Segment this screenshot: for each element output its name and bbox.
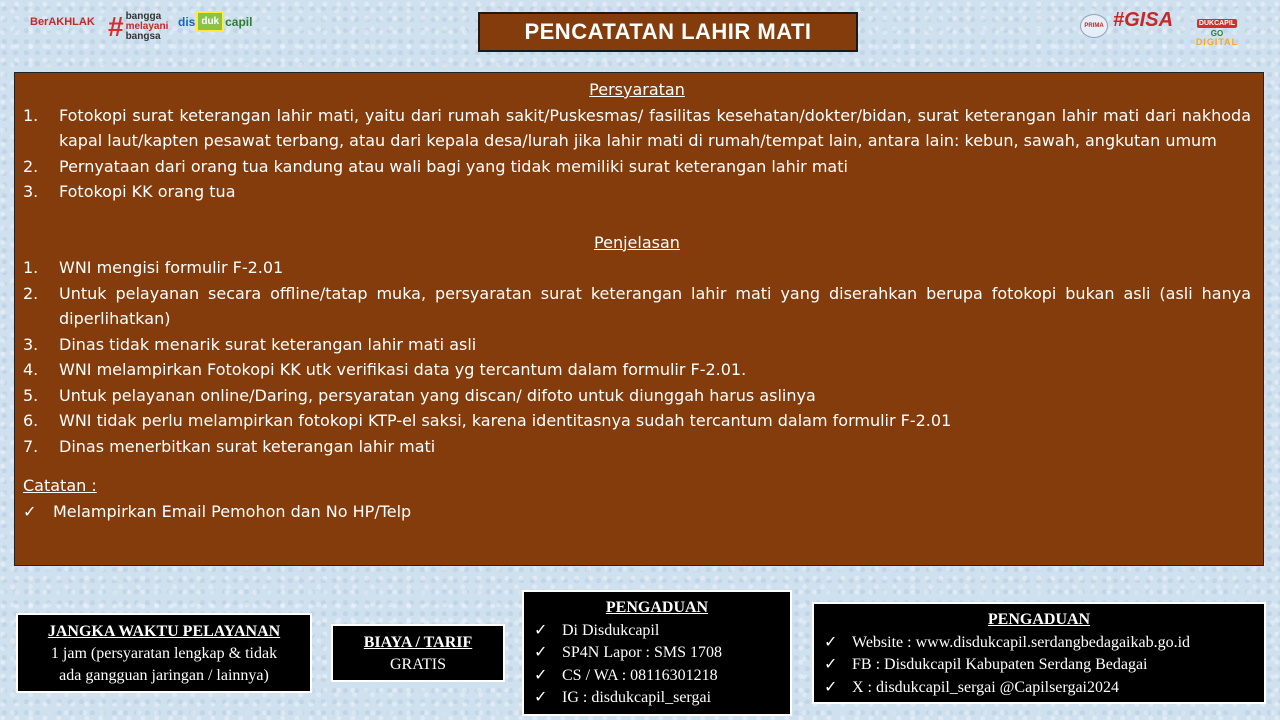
list-item: [23, 103, 1251, 154]
list-item-text: WNI tidak perlu melampirkan fotokopi KTP-el saksi, karena identitasnya sudah tercantum dalam formulir F-2.01: [59, 411, 952, 430]
hashtag-icon: #: [108, 11, 124, 42]
main-content-panel: [14, 72, 1264, 566]
jangka-waktu-box: [16, 613, 312, 693]
pengaduan-heading: PENGADUAN: [605, 599, 709, 616]
bangga-melayani-bangsa-logo: [108, 12, 168, 42]
pengaduan-box-1: [522, 590, 792, 716]
list-item-number: 1.: [23, 105, 39, 125]
check-icon: ✓: [534, 689, 548, 706]
list-item: [23, 383, 1251, 409]
list-item-number: 2.: [23, 156, 39, 176]
list-item-number: 1.: [23, 258, 39, 277]
list-item: [23, 154, 1251, 180]
godigital-logo-part-1: DUKCAPIL: [1198, 20, 1236, 27]
list-item-text: WNI mengisi formulir F-2.01: [59, 258, 284, 277]
list-item: [23, 281, 1251, 332]
pengaduan-item: [824, 677, 1254, 700]
disdukcapil-logo-part-3: capil: [225, 14, 253, 29]
bangga-logo-word-3: bangsa: [125, 31, 161, 42]
list-item-number: 3.: [23, 182, 39, 201]
biaya-tarif-heading: BIAYA / TARIF: [363, 634, 473, 651]
pengaduan-item-text: SP4N Lapor : SMS 1708: [562, 644, 723, 661]
berakhlak-logo-text: BerAKHLAK: [30, 16, 95, 28]
pengaduan-item: [534, 620, 780, 643]
list-item-number: 7.: [23, 436, 39, 456]
list-item-number: 2.: [23, 283, 39, 303]
check-icon: ✓: [23, 501, 37, 521]
list-item-text: Fotokopi KK orang tua: [59, 182, 236, 201]
list-item-number: 6.: [23, 411, 39, 430]
jangka-waktu-line-2: ada gangguan jaringan / lainnya): [59, 667, 269, 684]
jangka-waktu-heading: JANGKA WAKTU PELAYANAN: [47, 623, 281, 640]
godigital-logo-part-3: DIGITAL: [1195, 37, 1239, 47]
list-item-text: Dinas menerbitkan surat keterangan lahir mati: [59, 436, 436, 456]
pengaduan-facebook-text: FB : Disdukcapil Kabupaten Serdang Bedagai: [852, 656, 1148, 673]
bangga-logo-word-2: melayani: [125, 21, 169, 32]
gisa-logo: [1113, 10, 1183, 30]
pengaduan-website-link[interactable]: Website : www.disdukcapil.serdangbedagaikab.go.id: [852, 633, 1191, 651]
list-item-text: Fotokopi surat keterangan lahir mati, yaitu dari rumah sakit/Puskesmas/ fasilitas kesehatan/dokter/bidan, surat keterangan lahir mati dari nakhoda kapal laut/kapten pesawat terbang, atau dari kepala desa/lurah jika lahir mati di rumah/tempat lain, antara lain: kebun, sawah, angkutan umum: [59, 105, 1251, 150]
dukcapil-go-digital-logo: [1190, 12, 1244, 47]
persyaratan-heading: Persyaratan: [589, 80, 685, 99]
pengaduan-x-text: X : disdukcapil_sergai @Capilsergai2024: [852, 678, 1119, 696]
list-item: [23, 357, 1251, 383]
bangga-logo-word-1: bangga: [125, 11, 162, 22]
gisa-logo-text: #GISA: [1113, 9, 1174, 31]
pengaduan-item: [824, 654, 1254, 677]
list-item: [23, 434, 1251, 460]
persyaratan-list: [23, 103, 1251, 205]
disdukcapil-logo: [178, 11, 252, 32]
list-item-number: 3.: [23, 334, 39, 354]
check-icon: ✓: [534, 644, 548, 661]
pengaduan-item-text: CS / WA : 08116301218: [562, 666, 718, 684]
page-title: PENCATATAN LAHIR MATI: [478, 12, 858, 52]
list-item-text: Pernyataan dari orang tua kandung atau wali bagi yang tidak memiliki surat keterangan lahir mati: [59, 156, 848, 176]
pengaduan-heading: PENGADUAN: [987, 611, 1091, 628]
list-item-text: Dinas tidak menarik surat keterangan lahir mati asli: [59, 334, 477, 354]
catatan-heading: Catatan :: [23, 476, 97, 495]
check-icon: ✓: [824, 656, 838, 673]
list-item-text: Untuk pelayanan secara offline/tatap muka, persyaratan surat keterangan lahir mati yang diserahkan berupa fotokopi bukan asli (asli hanya diperlihatkan): [59, 283, 1251, 328]
pengaduan-item: [534, 665, 780, 688]
penjelasan-heading: Penjelasan: [594, 232, 680, 252]
jangka-waktu-line-1: 1 jam (persyaratan lengkap & tidak: [50, 645, 278, 662]
disdukcapil-logo-part-2: duk: [196, 11, 224, 32]
list-item: [23, 179, 1251, 205]
list-item-number: 4.: [23, 360, 39, 379]
prima-logo-text: PRIMA: [1084, 23, 1104, 29]
pengaduan-item: [824, 632, 1254, 655]
pengaduan-item: [534, 687, 780, 710]
catatan-item: [23, 499, 1251, 525]
catatan-item-text: Melampirkan Email Pemohon dan No HP/Telp: [53, 501, 412, 521]
check-icon: ✓: [534, 621, 548, 639]
list-item: [23, 332, 1251, 358]
biaya-tarif-value: GRATIS: [389, 656, 446, 673]
godigital-logo-part-2: GO: [1210, 29, 1224, 38]
check-icon: ✓: [824, 633, 838, 651]
list-item-text: WNI melampirkan Fotokopi KK utk verifikasi data yg tercantum dalam formulir F-2.01.: [59, 360, 747, 379]
check-icon: ✓: [824, 678, 838, 696]
biaya-tarif-box: [331, 624, 505, 682]
list-item-text: Untuk pelayanan online/Daring, persyaratan yang discan/ difoto untuk diunggah harus aslinya: [59, 385, 816, 405]
berakhlak-logo: [30, 16, 108, 28]
list-item-number: 5.: [23, 385, 39, 405]
pengaduan-item-text: Di Disdukcapil: [562, 621, 660, 639]
pengaduan-item: [534, 642, 780, 665]
pengaduan-box-2: [812, 602, 1266, 704]
prima-logo: [1080, 14, 1108, 38]
list-item: [23, 408, 1251, 434]
disdukcapil-logo-part-1: dis: [178, 14, 196, 29]
check-icon: ✓: [534, 666, 548, 684]
list-item: [23, 255, 1251, 281]
pengaduan-item-text: IG : disdukcapil_sergai: [562, 689, 712, 706]
penjelasan-list: [23, 255, 1251, 459]
